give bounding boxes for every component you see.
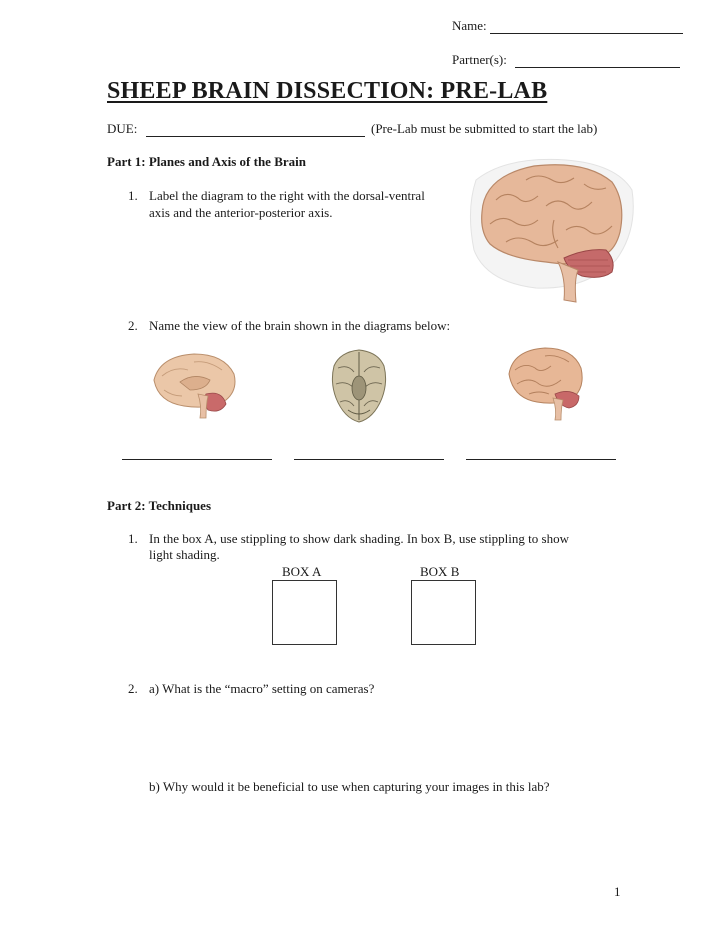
box-b-label: BOX B — [420, 564, 460, 579]
name-input-line[interactable] — [490, 33, 683, 34]
part2-heading: Part 2: Techniques — [107, 498, 212, 513]
part1-q1-text-line2: axis and the anterior-posterior axis. — [149, 205, 333, 220]
part2-q2-number: 2. — [128, 681, 138, 696]
part1-heading: Part 1: Planes and Axis of the Brain — [107, 154, 306, 169]
due-label: DUE: — [107, 121, 138, 136]
view3-answer-line[interactable] — [466, 459, 616, 460]
part2-q2a-text: a) What is the “macro” setting on cameras? — [149, 681, 375, 696]
brain-ventral-diagram — [328, 348, 390, 424]
partners-input-line[interactable] — [515, 67, 680, 68]
due-note: (Pre-Lab must be submitted to start the lab) — [371, 121, 598, 136]
view1-answer-line[interactable] — [122, 459, 272, 460]
part1-q1-text-line1: Label the diagram to the right with the dorsal-ventral — [149, 188, 425, 203]
brain-lateral-small-diagram — [505, 344, 585, 424]
page-title: SHEEP BRAIN DISSECTION: PRE-LAB — [107, 78, 548, 104]
part1-q1-number: 1. — [128, 188, 138, 203]
due-input-line[interactable] — [146, 136, 365, 137]
part1-q2-text: Name the view of the brain shown in the diagrams below: — [149, 318, 451, 333]
page-number: 1 — [614, 884, 621, 899]
name-label: Name: — [452, 18, 487, 33]
part2-q1-text-line2: light shading. — [149, 547, 220, 562]
partners-label: Partner(s): — [452, 52, 507, 67]
part2-q1-number: 1. — [128, 531, 138, 546]
box-a[interactable] — [272, 580, 337, 645]
brain-midsagittal-diagram — [150, 350, 240, 422]
part1-q2-number: 2. — [128, 318, 138, 333]
part2-q1-text-line1: In the box A, use stippling to show dark shading. In box B, use stippling to show — [149, 531, 569, 546]
box-b[interactable] — [411, 580, 476, 645]
brain-lateral-diagram — [466, 150, 636, 315]
view2-answer-line[interactable] — [294, 459, 444, 460]
box-a-label: BOX A — [282, 564, 322, 579]
part2-q2b-text: b) Why would it be beneficial to use when capturing your images in this lab? — [149, 779, 550, 794]
